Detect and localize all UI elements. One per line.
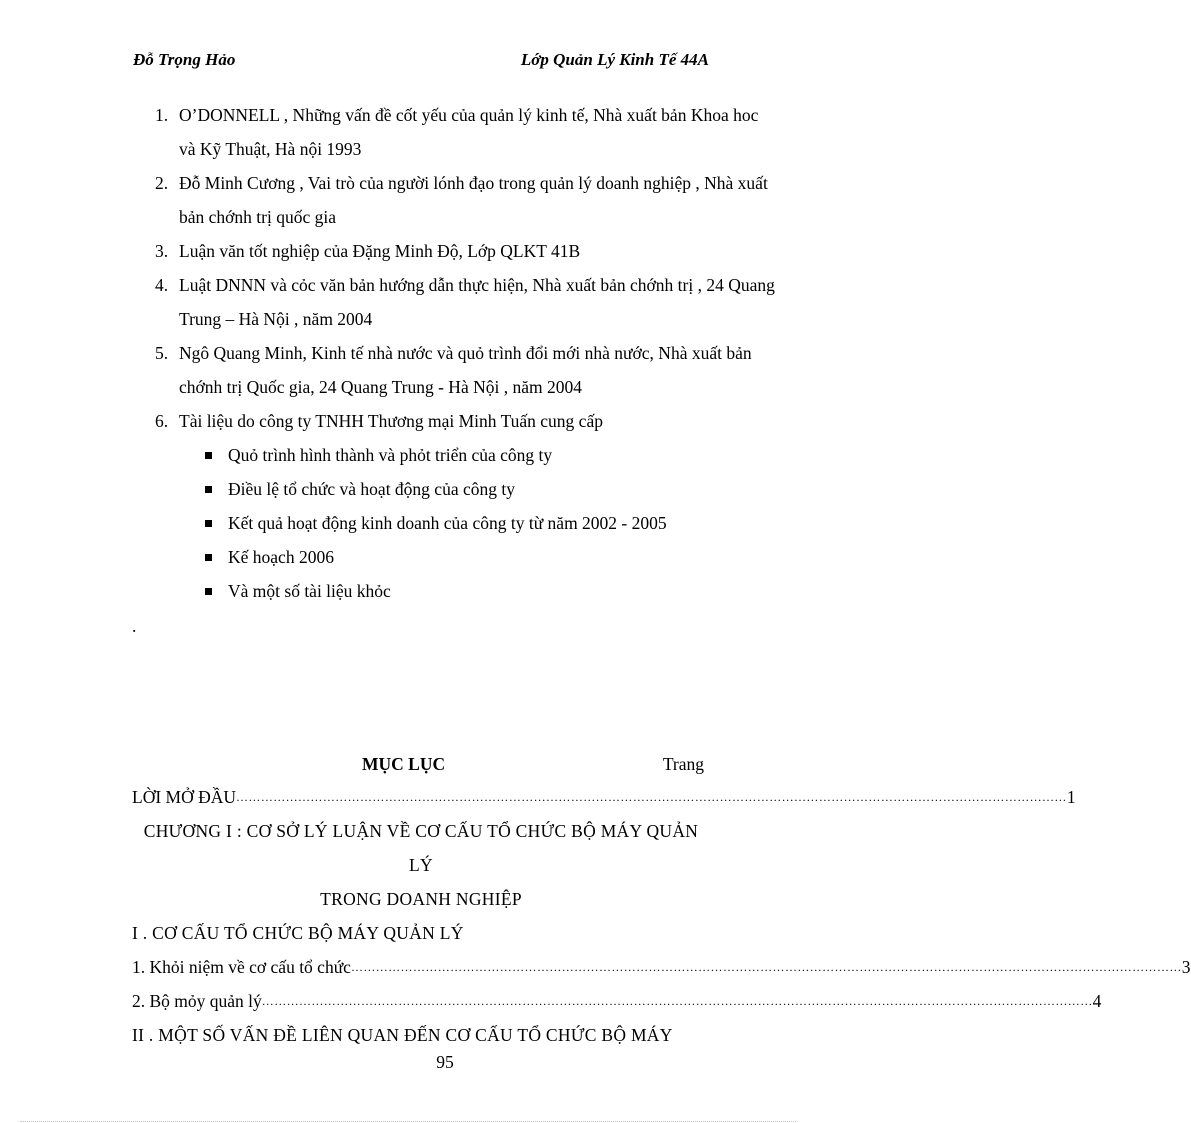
sub-item bbox=[204, 438, 755, 472]
reference-list bbox=[155, 98, 775, 608]
toc-title: MỤC LỤC bbox=[362, 754, 446, 774]
toc-entry-page: 4 bbox=[1092, 991, 1102, 1011]
dot-leader: ………………………………………………………………………………………………………………………………………………………………………………… bbox=[350, 960, 1182, 974]
reference-number: 2. bbox=[155, 173, 169, 193]
dot-leader: ………………………………………………………………………………………………………………………………………………………………………………… bbox=[236, 790, 1067, 804]
toc-entry-page: 1 bbox=[1066, 787, 1076, 807]
reference-text: Đỗ Minh Cương , Vai trò của người lónh đạo trong quản lý doanh nghiệp , Nhà xuất bản chớnh trị quốc gia bbox=[179, 173, 768, 227]
reference-number: 4. bbox=[155, 275, 169, 295]
reference-item bbox=[155, 234, 755, 268]
reference-item bbox=[155, 336, 755, 404]
header-author: Đỗ Trọng Hảo bbox=[133, 50, 236, 69]
sub-item-text: Kết quả hoạt động kinh doanh của công ty từ năm 2002 - 2005 bbox=[228, 513, 667, 533]
square-bullet-icon bbox=[205, 588, 212, 595]
toc-entry-page: 3 bbox=[1181, 957, 1191, 977]
square-bullet-icon bbox=[205, 486, 212, 493]
toc-chapter-line: CHƯƠNG I : CƠ SỞ LÝ LUẬN VỀ CƠ CẤU TỔ CHỨC BỘ MÁY QUẢN LÝ bbox=[143, 821, 699, 875]
header-class: Lớp Quản Lý Kinh Tế 44A bbox=[520, 50, 709, 69]
dot-leader: ………………………………………………………………………………………………………………………………………………………………………………… bbox=[261, 994, 1093, 1008]
toc-entry-label: LỜI MỞ ĐẦU bbox=[132, 787, 237, 807]
sub-item-text: Và một số tài liệu khỏc bbox=[228, 581, 391, 601]
reference-number: 5. bbox=[155, 343, 169, 363]
reference-number: 1. bbox=[155, 105, 169, 125]
sub-item bbox=[204, 472, 755, 506]
sub-item bbox=[204, 506, 755, 540]
reference-item bbox=[155, 268, 775, 336]
square-bullet-icon bbox=[205, 554, 212, 561]
reference-item bbox=[155, 98, 759, 166]
sub-item-text: Kế hoạch 2006 bbox=[228, 547, 334, 567]
reference-number: 3. bbox=[155, 241, 169, 261]
toc-entry-label: 1. Khỏi niệm về cơ cấu tổ chức bbox=[132, 957, 351, 977]
toc-page-label: Trang bbox=[662, 754, 704, 774]
table-of-contents bbox=[132, 748, 1191, 1052]
reference-number: 6. bbox=[155, 411, 169, 431]
reference-text: Luật DNNN và cỏc văn bản hướng dẫn thực hiện, Nhà xuất bản chớnh trị , 24 Quang Trung – Hà Nội , năm 2004 bbox=[179, 275, 775, 329]
page-bottom-divider bbox=[20, 1121, 796, 1122]
sub-item-text: Điều lệ tổ chức và hoạt động của công ty bbox=[228, 479, 515, 499]
toc-section-heading: II . MỘT SỐ VẤN ĐỀ LIÊN QUAN ĐẾN CƠ CẤU TỔ CHỨC BỘ MÁY bbox=[132, 1025, 673, 1045]
reference-text: O’DONNELL , Những vấn đề cốt yếu của quản lý kinh tế, Nhà xuất bản Khoa hoc và Kỹ Thuật, Hà nội 1993 bbox=[179, 105, 759, 159]
page-header bbox=[0, 50, 816, 74]
sub-item-list bbox=[155, 438, 755, 608]
reference-text: Luận văn tốt nghiệp của Đặng Minh Độ, Lớp QLKT 41B bbox=[179, 241, 581, 261]
toc-section-heading: I . CƠ CẤU TỔ CHỨC BỘ MÁY QUẢN LÝ bbox=[132, 923, 464, 943]
sub-item-text: Quỏ trình hình thành và phỏt triển của công ty bbox=[228, 445, 553, 465]
stray-mark: . bbox=[132, 616, 137, 636]
toc-entry-label: 2. Bộ mỏy quản lý bbox=[132, 991, 262, 1011]
square-bullet-icon bbox=[205, 520, 212, 527]
reference-item bbox=[155, 166, 768, 234]
toc-entry-intro bbox=[132, 780, 1076, 814]
reference-item bbox=[155, 404, 755, 438]
toc-header bbox=[132, 748, 710, 780]
reference-text: Tài liệu do công ty TNHH Thương mại Minh Tuấn cung cấp bbox=[179, 411, 603, 431]
reference-text: Ngô Quang Minh, Kinh tế nhà nước và quỏ trình đổi mới nhà nước, Nhà xuất bản chớnh trị Quốc gia, 24 Quang Trung - Hà Nội , năm 2004 bbox=[179, 343, 752, 397]
sub-item bbox=[204, 540, 755, 574]
square-bullet-icon bbox=[205, 452, 212, 459]
toc-chapter-line: TRONG DOANH NGHIỆP bbox=[320, 889, 522, 909]
sub-item bbox=[204, 574, 755, 608]
toc-entry bbox=[132, 984, 1102, 1018]
page-number: 95 bbox=[436, 1052, 454, 1072]
toc-entry bbox=[132, 950, 1191, 984]
